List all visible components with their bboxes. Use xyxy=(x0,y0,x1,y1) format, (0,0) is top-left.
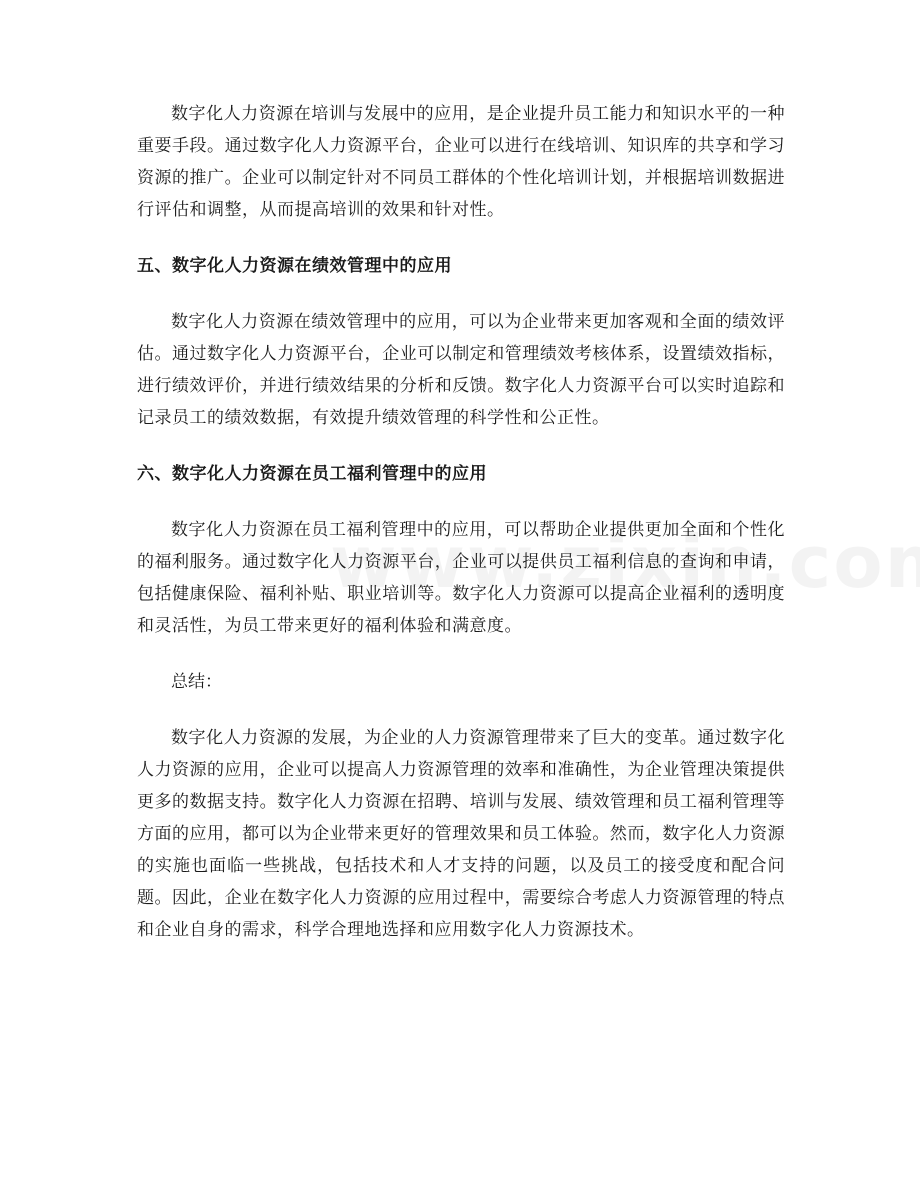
summary-label: 总结： xyxy=(171,672,222,692)
paragraph-training: 数字化人力资源在培训与发展中的应用，是企业提升员工能力和知识水平的一种重要手段。通过数字化人力资源平台，企业可以进行在线培训、知识库的共享和学习资源的推广。企业可以制定针对不同员工群体的个性化培训计划，并根据培训数据进行评估和调整，从而提高培训的效果和针对性。 xyxy=(137,104,785,220)
paragraph-welfare: 数字化人力资源在员工福利管理中的应用，可以帮助企业提供更加全面和个性化的福利服务。通过数字化人力资源平台，企业可以提供员工福利信息的查询和申请，包括健康保险、福利补贴、职业培训等。数字化人力资源可以提高企业福利的透明度和灵活性，为员工带来更好的福利体验和满意度。 xyxy=(137,520,785,636)
paragraph-conclusion: 数字化人力资源的发展，为企业的人力资源管理带来了巨大的变革。通过数字化人力资源的应用，企业可以提高人力资源管理的效率和准确性，为企业管理决策提供更多的数据支持。数字化人力资源在招聘、培训与发展、绩效管理和员工福利管理等方面的应用，都可以为企业带来更好的管理效果和员工体验。然而，数字化人力资源的实施也面临一些挑战，包括技术和人才支持的问题，以及员工的接受度和配合问题。因此，企业在数字化人力资源的应用过程中，需要综合考虑人力资源管理的特点和企业自身的需求，科学合理地选择和应用数字化人力资源技术。 xyxy=(137,728,785,940)
paragraph-performance: 数字化人力资源在绩效管理中的应用，可以为企业带来更加客观和全面的绩效评估。通过数字化人力资源平台，企业可以制定和管理绩效考核体系，设置绩效指标，进行绩效评价，并进行绩效结果的分析和反馈。数字化人力资源平台可以实时追踪和记录员工的绩效数据，有效提升绩效管理的科学性和公正性。 xyxy=(137,312,785,428)
document-page xyxy=(137,98,785,970)
heading-section-5: 五、数字化人力资源在绩效管理中的应用 xyxy=(137,256,452,276)
heading-section-6: 六、数字化人力资源在员工福利管理中的应用 xyxy=(137,464,487,484)
